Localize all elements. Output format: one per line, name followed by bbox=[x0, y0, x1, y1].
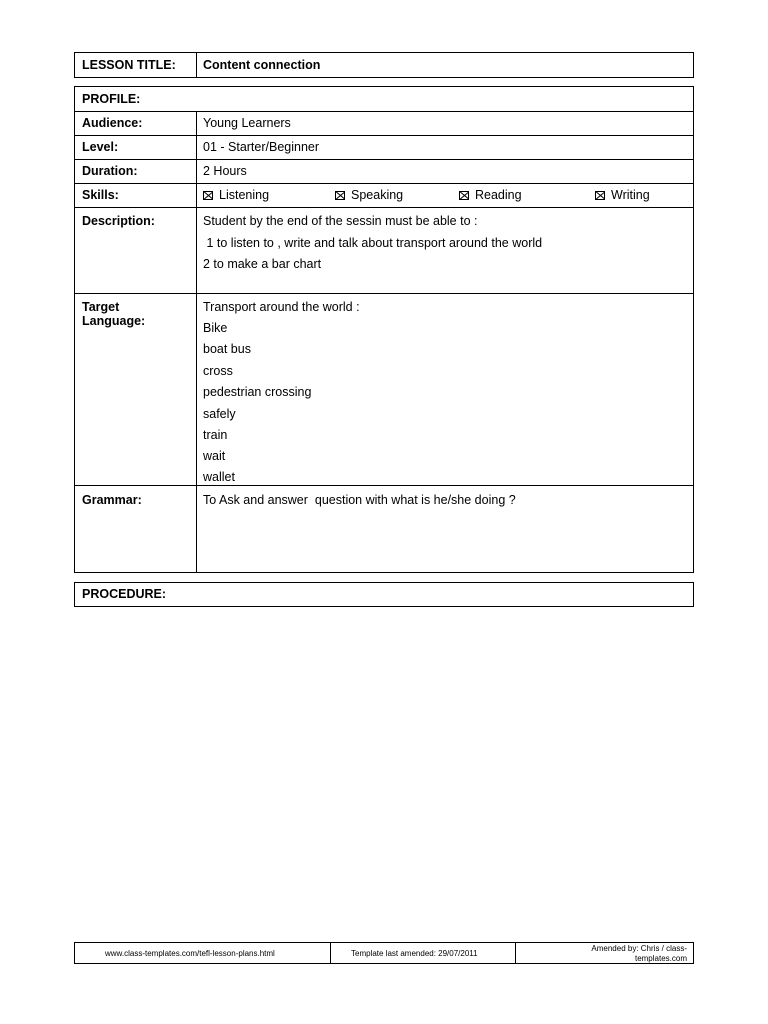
skill-label: Reading bbox=[475, 188, 522, 202]
skills-label: Skills: bbox=[82, 188, 119, 202]
grammar-value: To Ask and answer question with what is he/she doing ? bbox=[203, 493, 516, 507]
description-line: 2 to make a bar chart bbox=[203, 257, 322, 271]
checked-box-icon[interactable] bbox=[459, 191, 469, 200]
level-label: Level: bbox=[82, 140, 119, 154]
vocab-line: cross bbox=[203, 364, 233, 378]
skills-list bbox=[203, 188, 683, 206]
vocab-line: boat bus bbox=[203, 342, 251, 356]
target-language-label-1: Target bbox=[82, 300, 120, 314]
divider bbox=[75, 111, 693, 112]
vocab-line: Transport around the world : bbox=[203, 300, 360, 314]
duration-value: 2 Hours bbox=[203, 164, 247, 178]
footer-amended-by-2: templates.com bbox=[634, 954, 687, 963]
divider bbox=[75, 485, 693, 486]
description-label: Description: bbox=[82, 214, 155, 228]
vocab-line: safely bbox=[203, 407, 236, 421]
procedure-box bbox=[74, 582, 694, 607]
vocab-line: pedestrian crossing bbox=[203, 385, 312, 399]
description-line: 1 to listen to , write and talk about transport around the world bbox=[203, 236, 543, 250]
checked-box-icon[interactable] bbox=[335, 191, 345, 200]
divider bbox=[196, 53, 197, 77]
skill-speaking[interactable] bbox=[335, 188, 403, 202]
skill-reading[interactable] bbox=[459, 188, 522, 202]
footer-table bbox=[74, 942, 694, 964]
divider bbox=[75, 183, 693, 184]
vocab-line: Bike bbox=[203, 321, 228, 335]
lesson-title-box bbox=[74, 52, 694, 78]
divider bbox=[75, 293, 693, 294]
level-value: 01 - Starter/Beginner bbox=[203, 140, 320, 154]
skill-label: Listening bbox=[219, 188, 270, 202]
lesson-title-label: LESSON TITLE: bbox=[82, 58, 176, 72]
divider bbox=[75, 135, 693, 136]
grammar-label: Grammar: bbox=[82, 493, 142, 507]
vocab-line: wait bbox=[203, 449, 226, 463]
skill-writing[interactable] bbox=[595, 188, 650, 202]
footer-url: www.class-templates.com/tefl-lesson-plans.html bbox=[105, 949, 275, 958]
audience-label: Audience: bbox=[82, 116, 143, 130]
procedure-heading: PROCEDURE: bbox=[82, 587, 167, 601]
duration-label: Duration: bbox=[82, 164, 138, 178]
divider bbox=[75, 207, 693, 208]
footer-amended-by-1: Amended by: Chris / class- bbox=[591, 944, 687, 953]
footer-amended-date: Template last amended: 29/07/2011 bbox=[351, 949, 478, 958]
skill-label: Writing bbox=[611, 188, 650, 202]
skill-listening[interactable] bbox=[203, 188, 269, 202]
skill-label: Speaking bbox=[351, 188, 404, 202]
vocab-line: train bbox=[203, 428, 228, 442]
checked-box-icon[interactable] bbox=[203, 191, 213, 200]
checked-box-icon[interactable] bbox=[595, 191, 605, 200]
audience-value: Young Learners bbox=[203, 116, 291, 130]
vocab-line: wallet bbox=[203, 470, 235, 484]
divider bbox=[330, 943, 331, 963]
divider bbox=[515, 943, 516, 963]
profile-table bbox=[74, 86, 694, 573]
divider bbox=[75, 159, 693, 160]
profile-heading: PROFILE: bbox=[82, 92, 141, 106]
description-line: Student by the end of the sessin must be able to : bbox=[203, 214, 478, 228]
divider bbox=[196, 111, 197, 572]
target-language-label-2: Language: bbox=[82, 314, 146, 328]
lesson-title-value: Content connection bbox=[203, 58, 321, 72]
